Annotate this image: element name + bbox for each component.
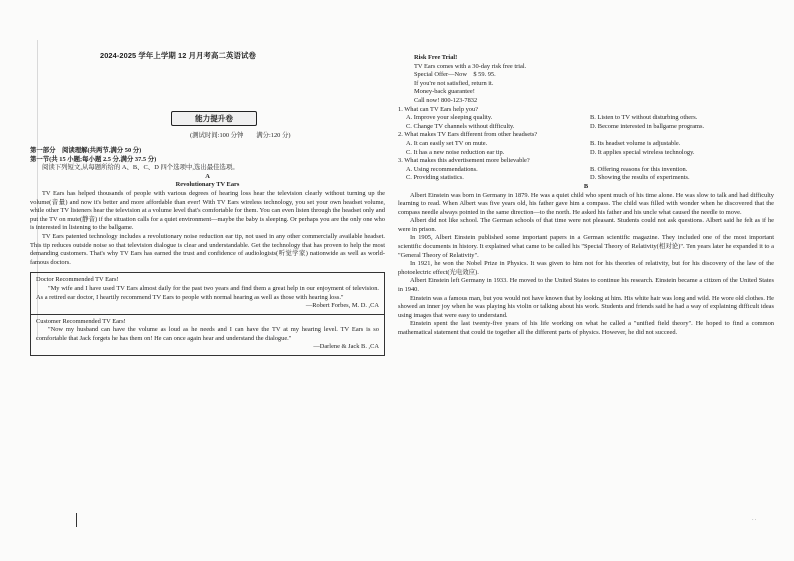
passage-paragraph: Albert Einstein left Germany in 1933. He moved to the United States to continue his research. Einstein became a citizen of the United States in 1940. <box>398 277 774 294</box>
trial-line: Money-back guarantee! <box>414 88 475 96</box>
passage-paragraph: Einstein was a famous man, but you would not have known that by looking at him. His white hair was long and wild. He wore old clothes. He showed an inner joy when he was playing his violin or talking about his work. Students and friends said he had a way of explaining difficult ideas using images that were easy to understand. <box>398 294 774 319</box>
passage-paragraph: Einstein spent the last twenty-five years of his life working on what he called a "unified field theory". He hoped to find a common mathematical statement that could tie together all the different parts of physics. However, he did not succeed. <box>398 320 774 336</box>
trial-title: Risk Free Trial! <box>414 54 458 61</box>
exam-info: (测试时间:100 分钟 满分:120 分) <box>190 132 291 139</box>
doctor-testimonial-box <box>30 272 385 314</box>
exam-header: 2024-2025 学年上学期 12 月月考高二英语试卷 <box>100 51 256 60</box>
testimonial-text: "Now my husband can have the volume as loud as he needs and I can have the TV at my hearing level. TV Ears is so comfortable that Jack forgets he has them on! He can once again hear and understand the dialogue." <box>36 326 379 342</box>
testimonial-title: Customer Recommended TV Ears! <box>36 317 126 325</box>
question-2 <box>398 131 774 157</box>
passage-letter-a: A <box>205 172 210 180</box>
option-a: A. Improve your sleeping quality. <box>406 114 493 122</box>
testimonial-signature: —Darlene & Jack B. ,CA <box>313 343 379 351</box>
passage-letter-b: B <box>583 182 589 190</box>
testimonial-signature: —Robert Forbes, M. D. ,CA <box>305 302 379 310</box>
subsection-title: 第一节(共 15 小题;每小题 2.5 分,满分 37.5 分) <box>30 155 157 163</box>
passage-title: Revolutionary TV Ears <box>175 181 240 189</box>
option-b: B. Listen to TV without disturbing others. <box>590 114 698 122</box>
trial-line: Call now! 800-123-7832 <box>414 96 478 104</box>
passage-paragraph: In 1921, he won the Nobel Prize in Physics. It was given to him not for his theories of relativity, but for his discovery of the law of the photoelectric effect(光电效应). <box>398 260 774 276</box>
testimonial-text: "My wife and I have used TV Ears almost daily for the past two years and find them a great help in our enjoyment of television. As a retired ear doctor, I heartily recommend TV Ears to people with normal hearing as well as those with hearing loss." <box>36 284 379 301</box>
passage-paragraph: In 1905, Albert Einstein published some important papers in a German scientific magazine. They included one of the most important scientific documents in history. It explained what came to be called his "Special Theory of Relativity(相对论)". Ten years later he expanded it to a "General Theory of Relativity". <box>398 234 774 259</box>
option-b: B. Offering reasons for this invention. <box>590 165 688 173</box>
passage-paragraph: Albert did not like school. The German schools of that time were not pleasant. Students could not ask questions. Albert said he felt as if he were in prison. <box>398 217 774 233</box>
passage-paragraph: Albert Einstein was born in Germany in 1879. He was a quiet child who spent much of his time alone. He was slow to talk and had difficulty learning to read. When Albert was five years old, his father gave him a compass. The child was filled with wonder when he discovered that the compass needle always pointed in the same direction—to the north. He asked his father and his uncle what caused the needle to move. <box>398 191 774 216</box>
left-column <box>30 147 385 356</box>
option-d: D. It applies special wireless technology. <box>590 148 695 156</box>
option-a: A. Using recommendations. <box>406 165 478 173</box>
difficulty-badge <box>171 111 257 126</box>
passage-paragraph: TV Ears patented technology includes a revolutionary noise reduction ear tip, not used in any other commercially available headset. This tip reduces outside noise so that television dialogue is clear and understandable. Get the technology that has proven to help the most demanding customers. That's why TV Ears has earned the trust and confidence of audiologists(听觉学家) nationwide as well as world-famous doctors. <box>30 232 385 266</box>
testimonial-title: Doctor Recommended TV Ears! <box>36 276 119 284</box>
trial-line: Special Offer—Now $ 59. 95. <box>414 71 496 79</box>
option-c: C. Providing statistics. <box>406 174 464 182</box>
customer-testimonial-box <box>30 315 385 356</box>
question-1 <box>398 106 774 132</box>
question-stem: 1. What can TV Ears help you? <box>398 105 479 113</box>
trial-offer <box>398 54 774 106</box>
option-b: B. Its headset volume is adjustable. <box>590 139 681 147</box>
option-c: C. Change TV channels without difficulty. <box>406 122 515 130</box>
option-d: D. Showing the results of experiments. <box>590 174 690 182</box>
trial-line: TV Ears comes with a 30-day risk free trial. <box>414 62 527 70</box>
page-mark: · · <box>752 518 757 523</box>
option-d: D. Become interested in ballgame programs. <box>590 122 705 130</box>
option-c: C. It has a new noise reduction ear tip. <box>406 148 505 156</box>
question-stem: 3. What makes this advertisement more believable? <box>398 157 530 165</box>
question-stem: 2. What makes TV Ears different from other headsets? <box>398 131 538 139</box>
badge-label: 能力提升卷 <box>195 114 233 123</box>
trial-line: If you're not satisfied, return it. <box>414 79 494 87</box>
option-a: A. It can easily set TV on mute. <box>406 139 488 147</box>
question-3 <box>398 157 774 183</box>
pen-mark <box>76 513 77 527</box>
passage-paragraph: TV Ears has helped thousands of people with various degrees of hearing loss hear the television clearly without turning up the volume(音量) and now it's better and more affordable than ever! With TV Ears wireless technology, you set your own headset volume, while other TV listeners hear the television at a volume level that's comfortable for them. You can even listen through the headset only and put the TV on mute(静音) if the situation calls for a quiet environment—maybe the baby is sleeping. Or perhaps you are the only one who is interested in listening to the ballgame. <box>30 189 385 232</box>
section-title: 第一部分 阅读理解(共两节,满分 50 分) <box>30 147 142 154</box>
instructions: 阅读下列短文,从每题所给的 A、B、C、D 四个选项中,选出最佳选项。 <box>42 164 239 172</box>
right-column <box>398 54 774 338</box>
